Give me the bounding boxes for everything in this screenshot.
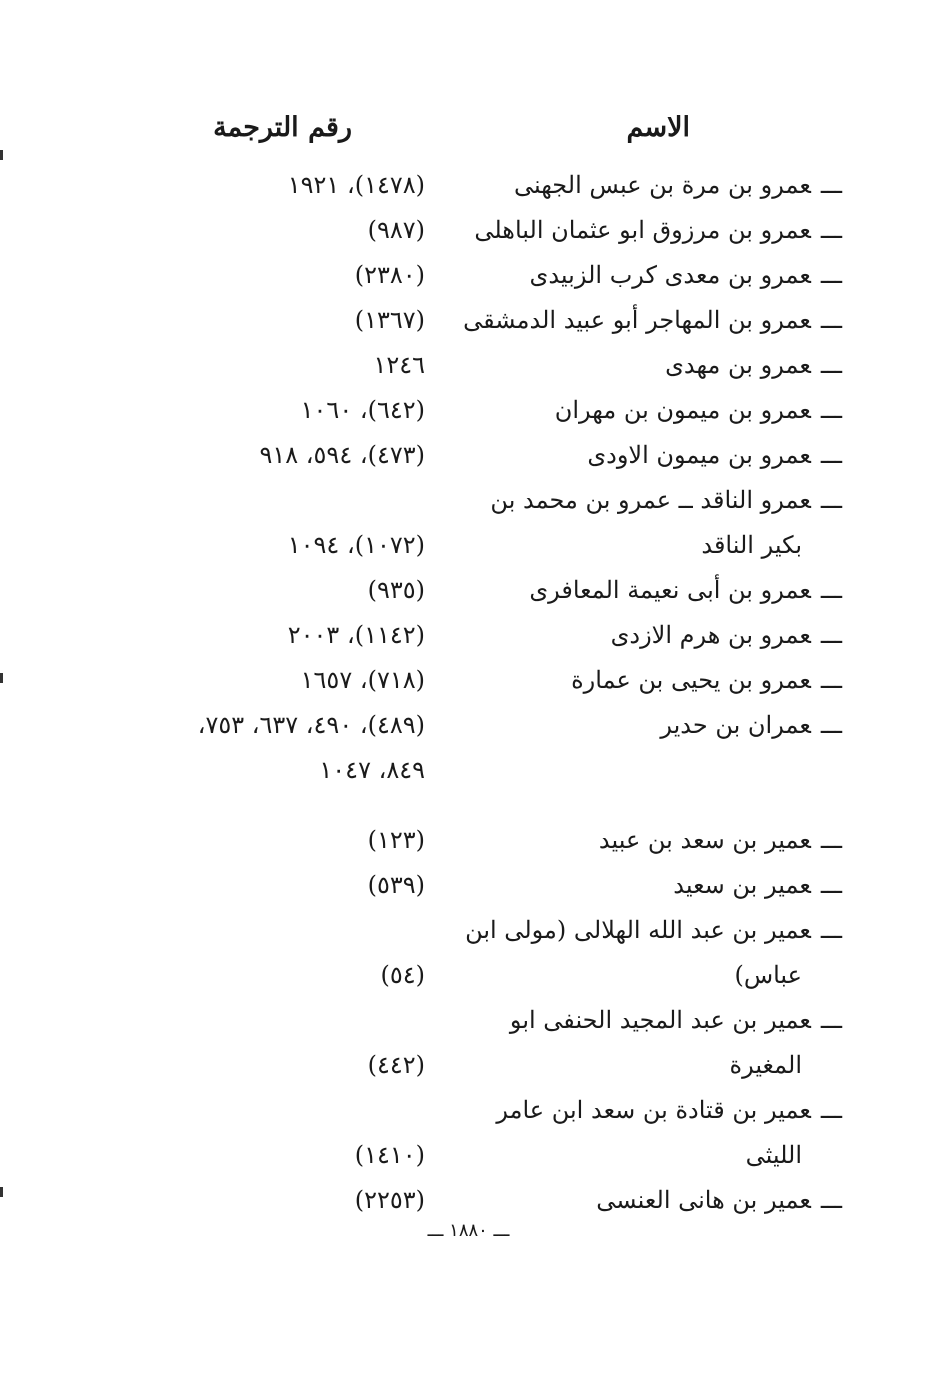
entry-numbers: (٢٢٥٣) [354, 1185, 425, 1214]
page-number: ـــ ١٨٨٠ ـــ [427, 1220, 510, 1241]
entry-name [665, 345, 842, 385]
entry-name [514, 165, 842, 205]
entry-dash: ـــ [820, 870, 842, 899]
entry-name [463, 300, 842, 340]
entry-name [660, 705, 842, 745]
entry-numbers: (١٣٦٧) [354, 306, 425, 334]
entry-name-text: عمرو بن ميمون بن مهران [554, 396, 811, 424]
entry-name-text: الليثى [745, 1140, 802, 1169]
entry-name [734, 955, 802, 995]
entry-name-text: عمير بن سعيد [673, 870, 811, 899]
number-column-header: رقم الترجمة [213, 112, 352, 143]
entry-name-text: عمرو بن مرة بن عبس الجهنى [513, 171, 811, 199]
entry-dash: ـــ [820, 711, 842, 739]
edge-mark [0, 673, 3, 683]
entry-numbers: (٤٨٩)، ٤٩٠، ٦٣٧، ٧٥٣، [197, 711, 425, 739]
entry-name-text: عمرو بن مرزوق ابو عثمان الباهلى [474, 216, 811, 244]
entry-numbers: (٩٨٧) [367, 216, 425, 244]
entry-dash: ـــ [820, 441, 842, 469]
name-column-header: الاسم [626, 112, 690, 143]
entry-dash: ـــ [820, 621, 842, 649]
entry-numbers: (١١٤٢)، ٢٠٠٣ [287, 621, 425, 649]
entry-dash: ـــ [820, 825, 842, 854]
entry-numbers: (١٢٣) [367, 825, 425, 854]
entry-numbers: (٢٣٨٠) [354, 261, 425, 289]
entry-name [596, 1180, 842, 1220]
entry-dash: ـــ [820, 1185, 842, 1214]
entry-numbers: (١٤١٠) [354, 1140, 425, 1169]
entry-dash: ـــ [820, 306, 842, 334]
entry-name-text: عمرو بن يحيى بن عمارة [571, 666, 811, 694]
entry-name [730, 1045, 803, 1085]
entry-dash: ـــ [820, 216, 842, 244]
entry-name [555, 390, 842, 430]
entry-name [673, 865, 842, 905]
entry-name-text: عمرو بن المهاجر أبو عبيد الدمشقى [463, 306, 811, 334]
entry-name [510, 1000, 842, 1040]
entry-name [529, 570, 842, 610]
entry-name-text: عمير بن سعد بن عبيد [598, 825, 811, 854]
entry-dash: ـــ [820, 666, 842, 694]
entry-numbers: (١٠٧٢)، ١٠٩٤ [287, 531, 425, 559]
entry-numbers: (٩٣٥) [367, 576, 425, 604]
entry-name [474, 210, 842, 250]
entry-name [465, 910, 842, 950]
entry-numbers: ١٢٤٦ [373, 351, 425, 379]
entry-name [701, 525, 802, 565]
entry-numbers-continued: ٨٤٩، ١٠٤٧ [319, 756, 425, 784]
entry-name [599, 820, 842, 860]
entry-numbers: (٧١٨)، ١٦٥٧ [300, 666, 425, 694]
entry-name-text: عمرو بن هرم الازدى [610, 621, 811, 649]
entry-name-text: عمرو الناقد ــ عمرو بن محمد بن [490, 486, 811, 514]
entry-name [496, 1090, 842, 1130]
edge-mark [0, 1187, 3, 1197]
entry-name-text: عمير بن قتادة بن سعد ابن عامر [496, 1095, 811, 1124]
entry-name [571, 660, 842, 700]
entry-numbers: (٥٣٩) [367, 870, 425, 899]
entry-name-text: عمير بن عبد المجيد الحنفى ابو [509, 1005, 811, 1034]
entry-name-text: بكير الناقد [701, 531, 802, 559]
entry-dash: ـــ [820, 576, 842, 604]
entry-name [587, 435, 842, 475]
entry-dash: ـــ [820, 1095, 842, 1124]
entry-numbers: (٦٤٢)، ١٠٦٠ [300, 396, 425, 424]
entry-dash: ـــ [820, 1005, 842, 1034]
entry-numbers: (٤٤٢) [367, 1050, 425, 1079]
entry-name-text: عباس) [734, 960, 802, 989]
entry-dash: ـــ [820, 915, 842, 944]
entry-dash: ـــ [820, 396, 842, 424]
entry-numbers: (١٤٧٨)، ١٩٢١ [287, 171, 425, 199]
entry-dash: ـــ [820, 171, 842, 199]
entry-numbers: (٥٤) [380, 960, 425, 989]
entry-numbers: (٤٧٣)، ٥٩٤، ٩١٨ [259, 441, 425, 469]
entry-name-text: عمير بن هانى العنسى [596, 1185, 811, 1214]
entry-name-text: عمرو بن مهدى [665, 351, 811, 379]
entry-name-text: عمرو بن معدى كرب الزبيدى [529, 261, 811, 289]
entry-name [490, 480, 842, 520]
entry-name [611, 615, 842, 655]
entry-name-text: عمرو بن أبى نعيمة المعافرى [529, 576, 811, 604]
entry-name [530, 255, 842, 295]
entry-dash: ـــ [820, 351, 842, 379]
entry-name-text: عمرو بن ميمون الاودى [587, 441, 811, 469]
entry-name [746, 1135, 802, 1175]
entry-dash: ـــ [820, 486, 842, 514]
entry-name-text: عمير بن عبد الله الهلالى (مولى ابن [465, 915, 811, 944]
entry-dash: ـــ [820, 261, 842, 289]
entry-name-text: المغيرة [729, 1050, 802, 1079]
edge-mark [0, 150, 3, 160]
entry-name-text: عمران بن حدير [660, 711, 811, 739]
